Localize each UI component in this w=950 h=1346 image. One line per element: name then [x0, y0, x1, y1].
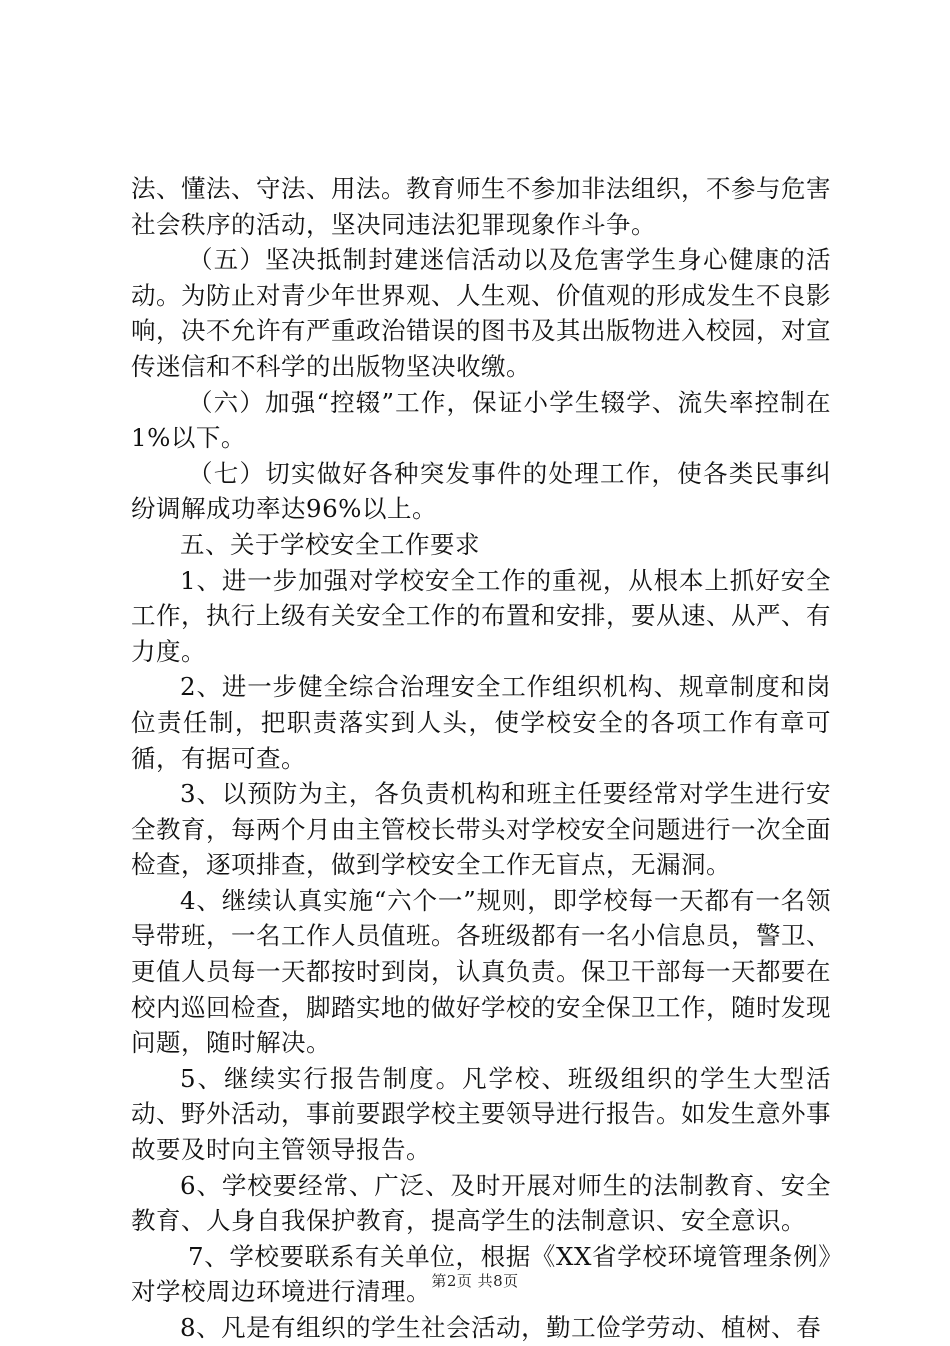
paragraph: 2、进一步健全综合治理安全工作组织机构、规章制度和岗位责任制，把职责落实到人头，使学校安全的各项工作有章可循，有据可查。 — [131, 672, 831, 773]
page-number-footer: 第2页 共8页 — [431, 1272, 519, 1290]
paragraph: 5、继续实行报告制度。凡学校、班级组织的学生大型活动、野外活动，事前要跟学校主要领导进行报告。如发生意外事故要及时向主管领导报告。 — [131, 1063, 831, 1165]
paragraph: 1、进一步加强对学校安全工作的重视，从根本上抓好安全工作，执行上级有关安全工作的布置和安排，要从速、从严、有力度。 — [131, 565, 831, 666]
paragraph: 法、懂法、守法、用法。教育师生不参加非法组织，不参与危害社会秩序的活动，坚决同违法犯罪现象作斗争。 — [131, 174, 831, 239]
paragraph: 8、凡是有组织的学生社会活动，勤工俭学劳动、植树、春 — [180, 1313, 822, 1342]
paragraph: （六）加强“控辍”工作，保证小学生辍学、流失率控制在1%以下。 — [131, 387, 831, 453]
paragraph: 7、学校要联系有关单位，根据《XX省学校环境管理条例》对学校周边环境进行清理。 — [131, 1241, 831, 1307]
paragraph: 6、学校要经常、广泛、及时开展对师生的法制教育、安全教育、人身自我保护教育，提高学生的法制意识、安全意识。 — [131, 1170, 831, 1236]
paragraph: 4、继续认真实施“六个一”规则，即学校每一天都有一名领导带班，一名工作人员值班。各班级都有一名小信息员，警卫、更值人员每一天都按时到岗，认真负责。保卫干部每一天都要在校内巡回检查，脚踏实地的做好学校的安全保卫工作，随时发现问题，随时解决。 — [131, 885, 831, 1058]
paragraph: （七）切实做好各种突发事件的处理工作，使各类民事纠纷调解成功率达96%以上。 — [131, 458, 831, 524]
section-heading: 五、关于学校安全工作要求 — [180, 529, 480, 559]
paragraph: 3、以预防为主，各负责机构和班主任要经常对学生进行安全教育，每两个月由主管校长带头对学校安全问题进行一次全面检查，逐项排查，做到学校安全工作无盲点，无漏洞。 — [131, 779, 831, 880]
body-text — [131, 171, 831, 1346]
paragraph: （五）坚决抵制封建迷信活动以及危害学生身心健康的活动。为防止对青少年世界观、人生观、价值观的形成发生不良影响，决不允许有严重政治错误的图书及其出版物进入校园，对宣传迷信和不科学的出版物坚决收缴。 — [131, 245, 831, 381]
